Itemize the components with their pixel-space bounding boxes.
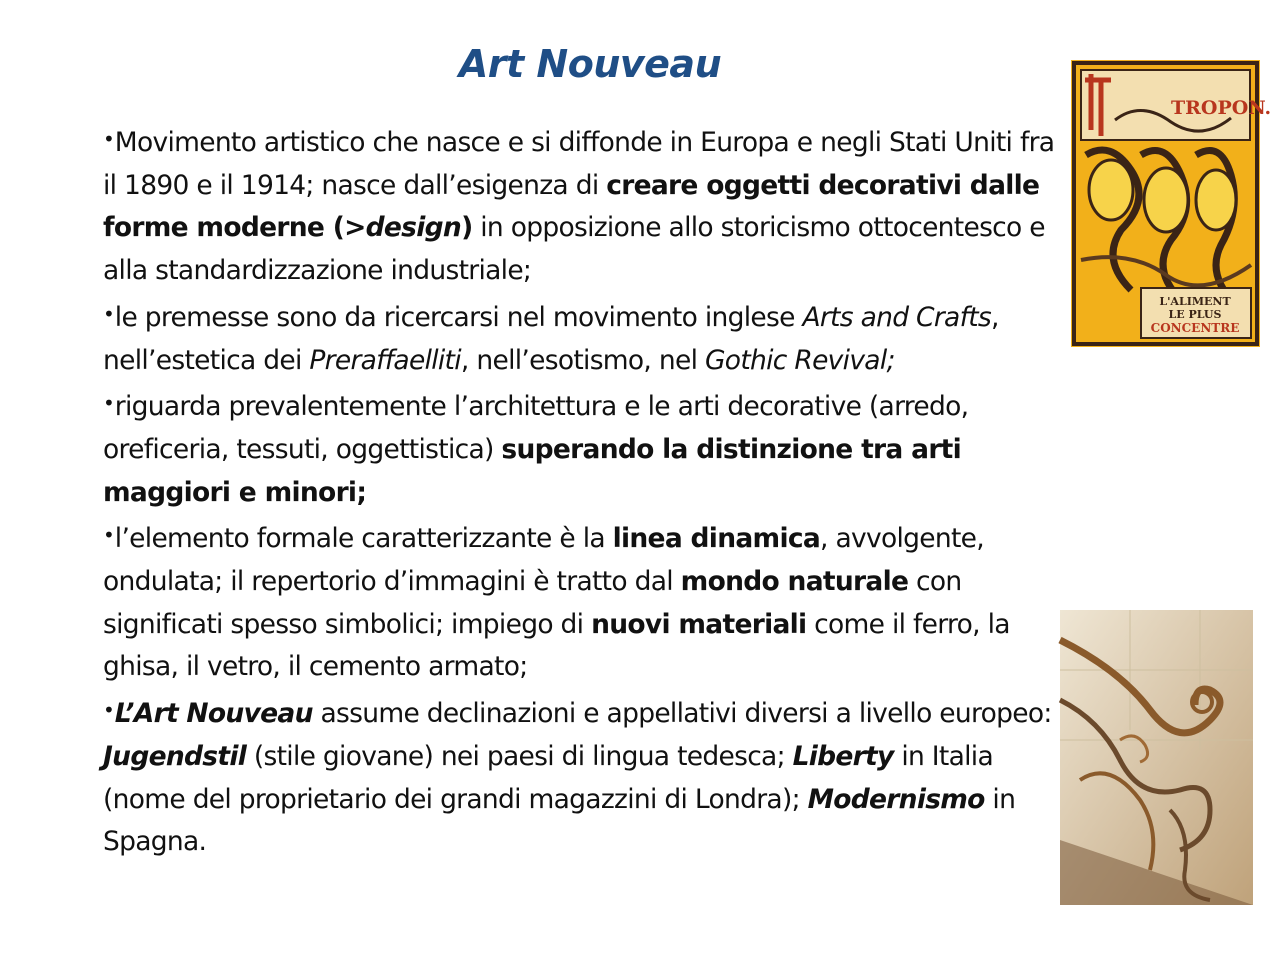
text-run: in Spagna. (103, 783, 1016, 858)
text-run: (stile giovane) nei paesi di lingua tedesca; (246, 740, 793, 772)
text-run: Gothic Revival; (704, 344, 895, 376)
text-run: Movimento artistico che nasce e si diffonde in Europa e negli Stati Uniti fra il 1890 e il 1914; nasce dall’esigenza di (103, 127, 1055, 201)
bullet-3 (103, 382, 1065, 514)
slide-body (103, 118, 1065, 864)
poster-line-3: CONCENTRE (1150, 321, 1240, 335)
text-run: l’elemento formale caratterizzante è la (114, 523, 613, 555)
poster-brand: TROPON. (1171, 97, 1272, 119)
text-run: assume declinazioni e appellativi diversi a livello europeo: (312, 698, 1052, 730)
bullet-5 (103, 689, 1065, 864)
text-run: Modernismo (807, 783, 985, 815)
bullet-2 (103, 293, 1065, 382)
text-run: , avvolgente, ondulata; il repertorio d’immagini è tratto dal (103, 523, 984, 598)
text-run: ) (461, 212, 473, 244)
text-run: in Italia (nome del proprietario dei grandi magazzini di Londra); (103, 740, 994, 815)
text-run: riguarda prevalentemente l’architettura e le arti decorative (arredo, oreficeria, tessuti, oggettistica) (103, 391, 969, 465)
bullet-1-text (103, 127, 1054, 286)
tropon-poster-image (1071, 60, 1272, 347)
iron-staircase-photo (1060, 610, 1253, 905)
poster-line-1: L'ALIMENT (1159, 295, 1231, 308)
bullet-marker: • (103, 391, 115, 416)
bullet-2-text (103, 302, 999, 376)
text-run: L’Art Nouveau (114, 698, 313, 730)
bullet-5-text (103, 698, 1052, 857)
text-run: come il ferro, la ghisa, il vetro, il cemento armato; (103, 608, 1010, 683)
text-run: le premesse sono da ricercarsi nel movimento inglese (114, 301, 803, 333)
tropon-poster-art (1071, 60, 1272, 347)
text-run: , nell’estetica dei (103, 301, 999, 376)
text-run: Liberty (792, 740, 894, 772)
text-run: Preraffaelliti (309, 344, 461, 376)
bullet-4 (103, 514, 1065, 689)
bullet-marker: • (103, 127, 115, 151)
bullet-marker: • (103, 523, 115, 548)
iron-staircase-art (1060, 610, 1253, 905)
text-run: , nell’esotismo, nel (460, 344, 705, 376)
bullet-marker: • (103, 301, 115, 326)
text-run: con significati spesso simbolici; impiego di (103, 566, 962, 640)
text-run: linea dinamica (612, 523, 821, 555)
text-run: Arts and Crafts (802, 301, 992, 333)
bullet-marker: • (103, 698, 115, 723)
text-run: creare oggetti decorativi dalle forme moderne (> (103, 169, 1040, 244)
poster-line-2: LE PLUS (1168, 308, 1222, 321)
text-run: mondo naturale (680, 566, 909, 598)
text-run: superando la distinzione tra arti maggiori e minori; (103, 433, 962, 508)
bullet-4-text (103, 523, 1010, 682)
slide-title: Art Nouveau (458, 42, 722, 86)
bullet-3-text (103, 391, 968, 507)
text-run: Jugendstil (103, 740, 247, 772)
text-run: in opposizione allo storicismo ottocentesco e alla standardizzazione industriale; (103, 212, 1045, 287)
bullet-1 (103, 118, 1065, 293)
text-run: design (365, 212, 462, 244)
text-run: nuovi materiali (591, 608, 807, 640)
